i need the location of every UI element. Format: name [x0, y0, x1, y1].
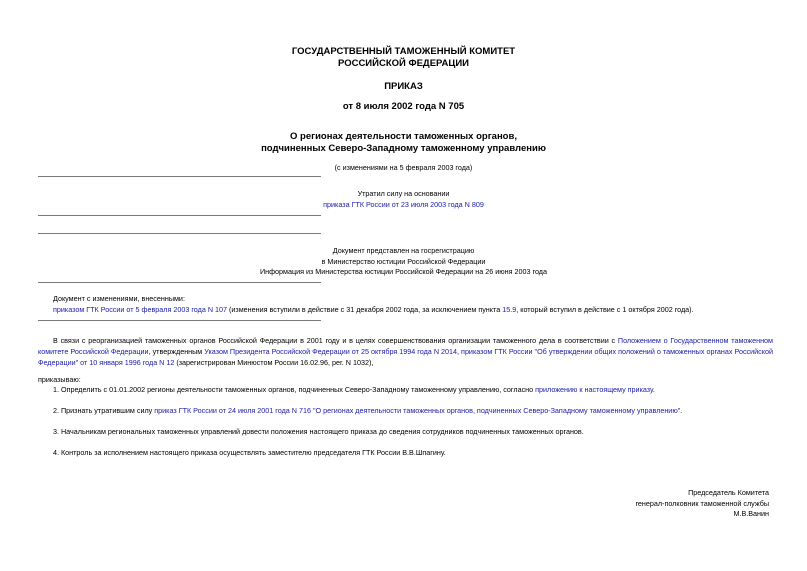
divider-2	[38, 215, 321, 216]
changes-text1: (изменения вступили в действие с 31 декабря 2002 года, за исключением пункта	[227, 305, 503, 314]
divider-4	[38, 282, 321, 283]
item-2-end: .	[680, 406, 683, 415]
regulation-link[interactable]: Положением о Государственном таможенном комитете Российской Федерации	[38, 336, 773, 356]
changes-item-link[interactable]: 15.9	[502, 305, 517, 314]
preamble-text1: В связи с реорганизацией таможенных органов Российской Федерации в 2001 году и в целях совершенствования организации таможенного дела в соответствии с	[53, 336, 618, 345]
registration-line2: в Министерство юстиции Российской Федерации	[321, 257, 486, 266]
changes-link[interactable]: приказом ГТК России от 5 февраля 2003 года N 107	[53, 305, 228, 314]
item-2-text: 2. Признать утратившим силу	[53, 406, 155, 415]
order-word: приказываю:	[38, 375, 81, 384]
preamble	[38, 335, 773, 368]
doc-type: ПРИКАЗ	[384, 81, 423, 92]
lost-force-link[interactable]: приказа ГТК России от 23 июля 2003 года N 809	[323, 200, 484, 209]
changes-text2: , который вступил в действие с 1 октября 2002 года).	[516, 305, 694, 314]
amendments-note: (с изменениями на 5 февраля 2003 года)	[334, 163, 473, 172]
divider-1	[38, 176, 321, 177]
registration-line3: Информация из Министерства юстиции Российской Федерации на 26 июня 2003 года	[259, 267, 547, 276]
doc-title-line2: подчиненных Северо-Западному таможенному управлению	[261, 143, 546, 154]
item-2	[53, 405, 773, 416]
signature-name: М.В.Ванин	[733, 509, 769, 518]
decree-link[interactable]: Указом Президента Российской Федерации от 25 октября 1994 года N 2014	[204, 347, 458, 356]
doc-date: от 8 июля 2002 года N 705	[342, 101, 465, 112]
revoked-order-link[interactable]: приказ ГТК России от 24 июля 2001 года N 716 "О регионах деятельности таможенных органов, подчиненных Северо-Западному таможенному управлению"	[154, 406, 681, 415]
preamble-text2: , утвержденным	[148, 347, 205, 356]
divider-3	[38, 233, 321, 234]
item-1-end: .	[652, 385, 655, 394]
item-3: 3. Начальникам региональных таможенных управлений довести положения настоящего приказа до сведения сотрудников подчиненных таможенных органов.	[53, 427, 584, 436]
divider-5	[38, 320, 321, 321]
item-4: 4. Контроль за исполнением настоящего приказа осуществлять заместителю председателя ГТК России В.В.Шпагину.	[53, 448, 446, 457]
preamble-text3: ,	[457, 347, 462, 356]
item-1	[53, 384, 773, 395]
preamble-text4: (зарегистрирован Минюстом России 16.02.96, рег. N 1032),	[174, 358, 374, 367]
signature-rank: генерал-полковник таможенной службы	[635, 499, 769, 508]
changes-detail	[53, 304, 773, 315]
appendix-link[interactable]: приложению к настоящему приказу	[535, 385, 653, 394]
agency-name-line1: ГОСУДАРСТВЕННЫЙ ТАМОЖЕННЫЙ КОМИТЕТ	[291, 46, 516, 57]
lost-force-note: Утратил силу на основании	[357, 189, 450, 198]
registration-line1: Документ представлен на госрегистрацию	[332, 246, 475, 255]
lost-force-link-row	[0, 199, 807, 210]
doc-title-line1: О регионах деятельности таможенных органов,	[290, 131, 517, 142]
order-1996-link[interactable]: приказом ГТК России "Об утверждении общих положений о таможенных органах Российской Федерации" от 10 января 1996 года N 12	[38, 347, 774, 367]
signature-position: Председатель Комитета	[688, 488, 769, 497]
changes-intro: Документ с изменениями, внесенными:	[53, 294, 185, 303]
item-1-text: 1. Определить с 01.01.2002 регионы деятельности таможенных органов, подчиненных Северо-Западному таможенному управлению, согласно	[53, 385, 536, 394]
agency-name-line2: РОССИЙСКОЙ ФЕДЕРАЦИИ	[337, 58, 469, 69]
